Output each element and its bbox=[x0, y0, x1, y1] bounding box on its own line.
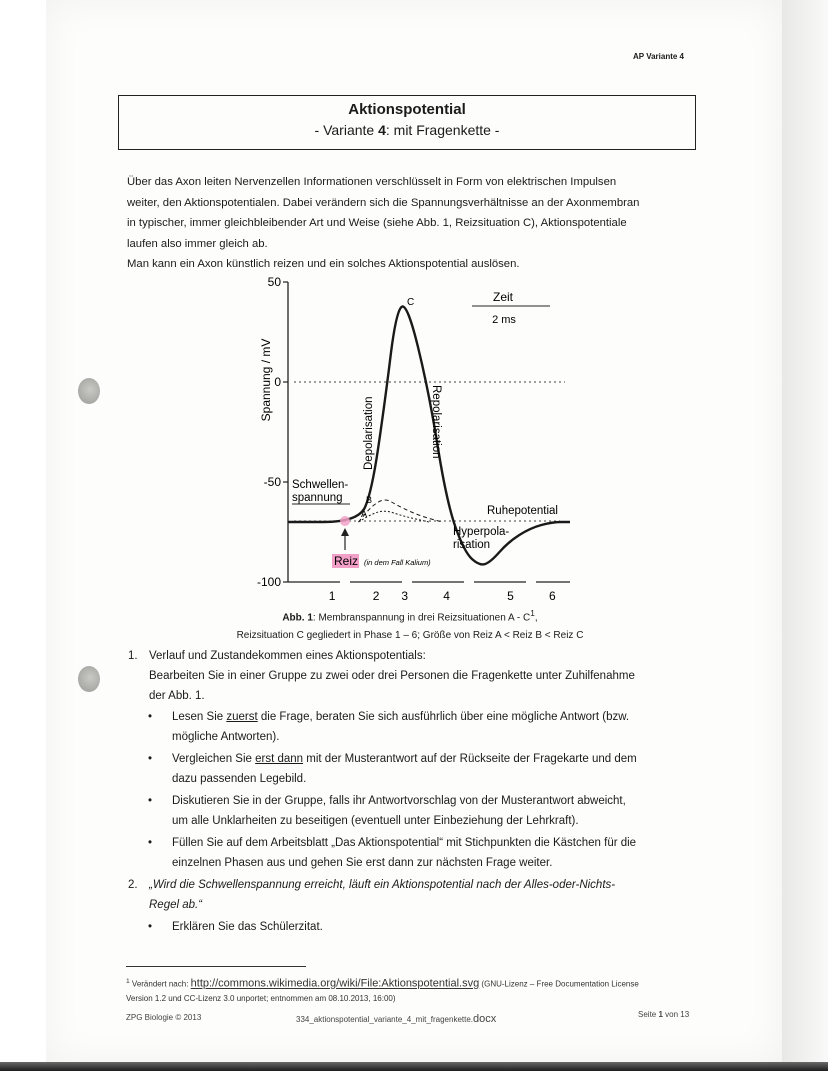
bullet-text: einzelnen Phasen aus und gehen Sie erst dann zur nächsten Frage weiter. bbox=[172, 857, 553, 869]
subtitle-number: 4 bbox=[378, 122, 386, 138]
stimulus-point-highlight bbox=[340, 516, 350, 526]
repolarisation-label: Repolarisation bbox=[430, 385, 442, 459]
student-quote: „Wird die Schwellenspannung erreicht, läuft ein Aktionspotential nach der Alles-oder-Nichts- bbox=[149, 879, 616, 891]
y-tick-label: -50 bbox=[263, 475, 281, 489]
x-tick-label: 4 bbox=[443, 589, 450, 603]
task-number: 2. bbox=[128, 879, 138, 891]
bullet-item bbox=[128, 833, 698, 873]
bullet-dot: • bbox=[148, 711, 153, 723]
bullet-text: Diskutieren Sie in der Gruppe, falls ihr Antwortvorschlag von der Musterantwort abweicht, bbox=[172, 795, 626, 807]
task-text: Bearbeiten Sie in einer Gruppe zu zwei oder drei Personen die Fragenkette unter Zuhilfenahme bbox=[149, 670, 635, 682]
bullet-text: Vergleichen Sie bbox=[172, 753, 256, 765]
y-tick-label: 50 bbox=[267, 275, 281, 289]
x-tick-label: 5 bbox=[507, 589, 514, 603]
caption-footnote-mark: 1 bbox=[530, 608, 535, 618]
time-unit-label: 2 ms bbox=[492, 314, 516, 326]
footnote-line-1 bbox=[126, 973, 706, 993]
bullet-text: Lesen Sie bbox=[172, 711, 227, 723]
footer-filename-ext: docx bbox=[473, 1013, 497, 1025]
intro-line: Man kann ein Axon künstlich reizen und ein solches Aktionspotential auslösen. bbox=[127, 258, 520, 270]
page-prefix: Seite bbox=[638, 1010, 659, 1019]
task-1 bbox=[128, 646, 698, 937]
bullet-item bbox=[128, 707, 698, 747]
bullet-dot: • bbox=[148, 795, 153, 807]
title-box bbox=[118, 95, 696, 150]
caption-line-2: Reizsituation C gegliedert in Phase 1 – 6; Größe von Reiz A < Reiz B < Reiz C bbox=[236, 630, 584, 642]
caption-text: : Membranspannung in drei Reizsituationen A - C bbox=[312, 612, 531, 624]
bullet-text: die Frage, beraten Sie sich ausführlich über eine mögliche Antwort (bzw. bbox=[257, 711, 630, 723]
bullet-text: dazu passenden Legebild. bbox=[172, 773, 307, 785]
source-link[interactable]: http://commons.wikimedia.org/wiki/File:Aktionspotential.svg bbox=[190, 977, 480, 990]
figure-caption bbox=[180, 604, 640, 645]
threshold-label-line1: Schwellen- bbox=[292, 479, 349, 491]
bullet-item bbox=[128, 791, 698, 831]
page-title: Aktionspotential bbox=[348, 101, 466, 118]
caption-line-1 bbox=[180, 604, 640, 627]
data-series bbox=[288, 307, 570, 565]
bullet-text: mit der Musterantwort auf der Rückseite der Fragekarte und dem bbox=[303, 753, 637, 765]
intro-line: laufen also immer gleich ab. bbox=[127, 237, 268, 250]
footnote-separator bbox=[126, 966, 306, 967]
x-tick-label: 2 bbox=[372, 589, 380, 603]
page-edge-shadow bbox=[782, 0, 828, 1071]
punch-hole-top bbox=[78, 378, 100, 404]
resting-potential-label: Ruhepotential bbox=[487, 505, 558, 517]
bullet-dot: • bbox=[148, 753, 153, 765]
action-potential-chart bbox=[240, 270, 590, 605]
page-separator: von bbox=[662, 1010, 681, 1019]
caption-comma: , bbox=[534, 612, 538, 624]
footnote bbox=[126, 973, 706, 1005]
punch-hole-bottom bbox=[78, 666, 100, 692]
intro-line: weiter, den Aktionspotentialen. Dabei verändern sich die Spannungsverhältnisse an der Axonmembran bbox=[127, 196, 640, 209]
intro-paragraph bbox=[127, 172, 692, 275]
curve-b-label: B bbox=[366, 495, 373, 505]
footnote-line-2: Version 1.2 und CC-Lizenz 3.0 unportet; entnommen am 08.10.2013, 16:00) bbox=[126, 993, 396, 1003]
task-number: 1. bbox=[128, 650, 138, 662]
x-tick-label: 6 bbox=[549, 589, 556, 603]
curve-c-label: C bbox=[407, 297, 415, 308]
x-tick-label: 1 bbox=[328, 589, 336, 603]
bullet-dot: • bbox=[148, 921, 153, 933]
task-text: der Abb. 1. bbox=[149, 690, 205, 702]
underlined-word: zuerst bbox=[226, 711, 258, 723]
subtitle-prefix: - Variante bbox=[314, 122, 379, 138]
footer-page-number bbox=[638, 1010, 689, 1019]
footer-left: ZPG Biologie © 2013 bbox=[126, 1013, 202, 1022]
task-title: Verlauf und Zustandekommen eines Aktionspotentials: bbox=[149, 650, 426, 662]
y-axis-label: Spannung / mV bbox=[259, 338, 273, 422]
time-label: Zeit bbox=[492, 290, 514, 304]
x-ticks bbox=[329, 589, 556, 603]
stimulus-label: Reiz bbox=[334, 554, 359, 568]
intro-line: Über das Axon leiten Nervenzellen Informationen verschlüsselt in Form von elektrischen Impulsen bbox=[127, 176, 617, 188]
x-tick-label: 3 bbox=[401, 589, 409, 603]
bullet-item bbox=[128, 749, 698, 789]
footnote-text: (GNU-Lizenz – Free Documentation License bbox=[479, 979, 639, 989]
y-ticks bbox=[257, 275, 288, 589]
intro-line: in typischer, immer gleichbleibender Art und Weise (siehe Abb. 1, Reizsituation C), Aktionspotentiale bbox=[127, 217, 627, 229]
bullet-dot: • bbox=[148, 837, 153, 849]
page-total: 13 bbox=[680, 1010, 690, 1019]
student-quote: Regel ab.“ bbox=[149, 899, 203, 911]
depolarisation-label: Depolarisation bbox=[363, 396, 375, 470]
bullet-text: Füllen Sie auf dem Arbeitsblatt „Das Aktionspotential“ mit Stichpunkten die Kästchen für die bbox=[172, 837, 637, 849]
hyperpolarisation-label-line2: risation bbox=[453, 539, 491, 551]
bullet-text: mögliche Antworten). bbox=[172, 731, 280, 743]
curve-a-label: A bbox=[361, 509, 368, 519]
subtitle-suffix: : mit Fragenkette - bbox=[385, 122, 500, 138]
bottom-scan-edge bbox=[0, 1062, 828, 1071]
footer-filename bbox=[296, 1013, 496, 1025]
page-current: 1 bbox=[658, 1010, 663, 1019]
footnote-text: Verändert nach: bbox=[129, 979, 191, 989]
stimulus-note: (in dem Fall Kalium) bbox=[364, 558, 431, 567]
underlined-word: erst dann bbox=[255, 753, 304, 765]
task-2 bbox=[128, 875, 698, 937]
footer-filename-base: 334_aktionspotential_variante_4_mit_fragenkette. bbox=[296, 1015, 474, 1024]
bullet-item bbox=[128, 917, 698, 937]
caption-figure-label: Abb. 1 bbox=[282, 612, 313, 624]
y-tick-label: 0 bbox=[274, 375, 281, 389]
series-line-a bbox=[359, 511, 430, 522]
threshold-label-line2: spannung bbox=[292, 492, 343, 504]
hyperpolarisation-label-line1: Hyperpola- bbox=[453, 526, 510, 538]
stimulus-arrowhead bbox=[341, 528, 349, 536]
y-tick-label: -100 bbox=[256, 575, 281, 589]
bullet-text: um alle Unklarheiten zu beseitigen (eventuell unter Einbeziehung der Lehrkraft). bbox=[172, 815, 579, 827]
page-subtitle bbox=[119, 122, 695, 138]
series-line-c bbox=[288, 307, 570, 565]
bullet-text: Erklären Sie das Schülerzitat. bbox=[172, 921, 323, 933]
variant-reference: AP Variante 4 bbox=[633, 52, 684, 61]
footnote-mark: 1 bbox=[126, 978, 130, 985]
